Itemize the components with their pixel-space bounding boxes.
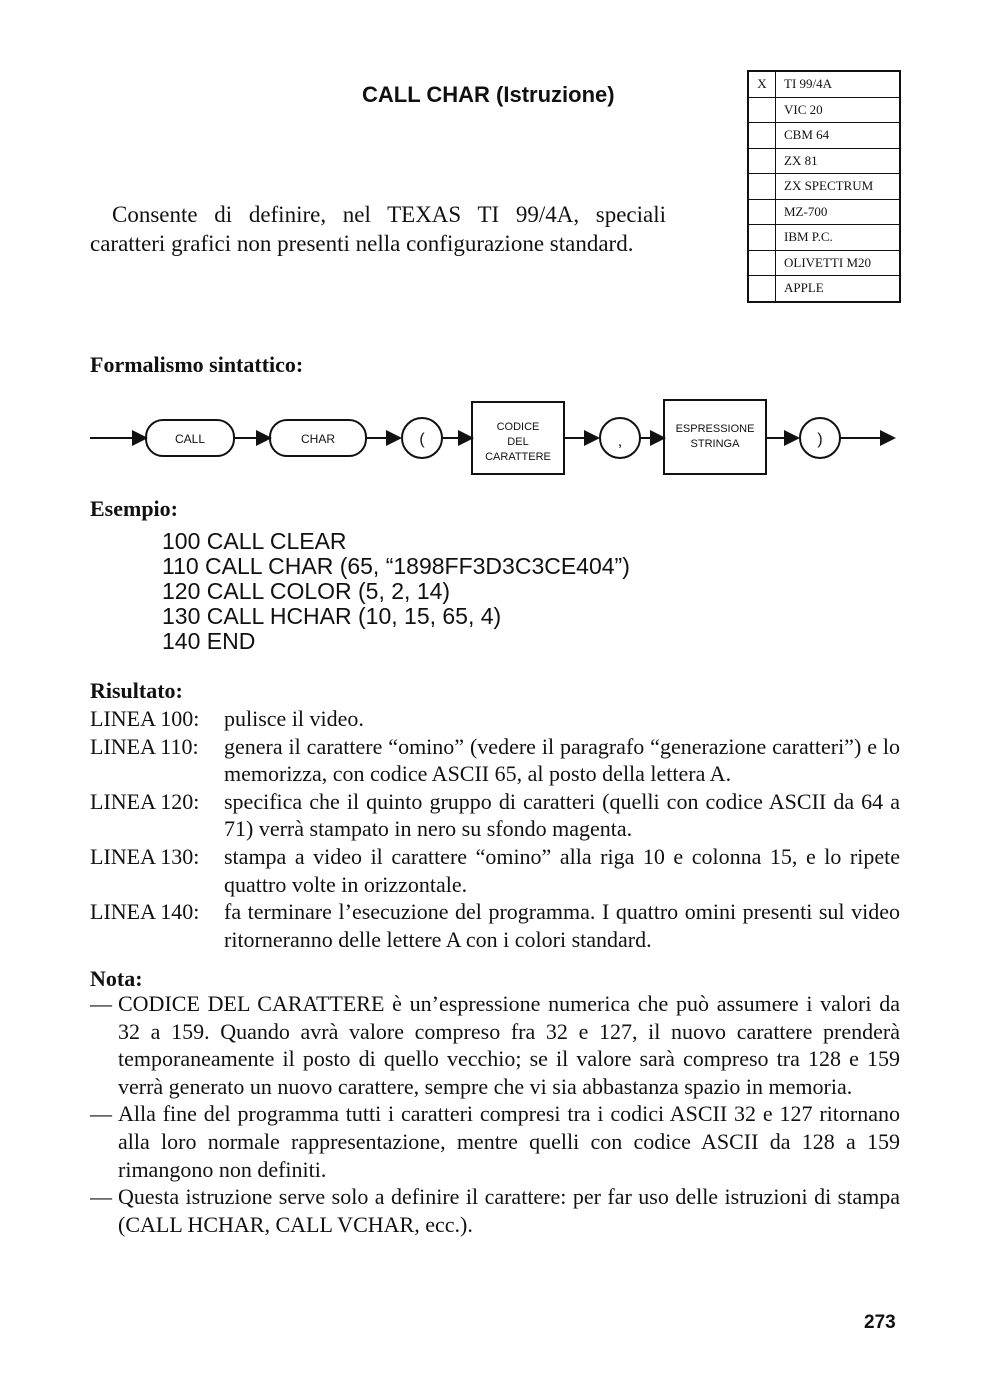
compat-name: CBM 64	[776, 123, 901, 149]
result-label: LINEA 140:	[90, 899, 200, 925]
result-item	[90, 705, 900, 733]
compat-name: OLIVETTI M20	[776, 250, 901, 276]
compat-mark	[748, 97, 776, 123]
result-item	[90, 898, 900, 953]
intro-paragraph	[90, 200, 666, 258]
result-item	[90, 788, 900, 843]
expr-label-line1: ESPRESSIONE	[675, 423, 755, 435]
compat-mark	[748, 225, 776, 251]
code-label-line3: CARATTERE	[485, 451, 551, 463]
result-text: stampa a video il carattere “omino” alla riga 10 e colonna 15, e lo ripete quattro volte in orizzontale.	[224, 843, 900, 897]
compatibility-table	[747, 70, 901, 303]
result-label: LINEA 100:	[90, 706, 200, 731]
code-line: 120 CALL COLOR (5, 2, 14)	[162, 578, 451, 604]
compat-mark	[748, 199, 776, 225]
compat-row	[748, 71, 900, 97]
code-listing	[162, 529, 630, 654]
syntax-diagram	[88, 396, 900, 478]
result-label: LINEA 120:	[90, 788, 200, 814]
result-label: LINEA 110:	[90, 733, 199, 759]
code-label-line2: DEL	[507, 436, 529, 448]
compat-row	[748, 199, 900, 225]
note-item	[90, 1100, 900, 1183]
code-line: 100 CALL CLEAR	[162, 528, 347, 554]
result-item	[90, 733, 900, 788]
result-text: specifica che il quinto gruppo di caratteri (quelli con codice ASCII da 64 a 71) verrà stampato in nero su sfondo magenta.	[224, 788, 900, 842]
compat-mark	[748, 174, 776, 200]
code-line: 140 END	[162, 628, 256, 654]
code-line: 130 CALL HCHAR (10, 15, 65, 4)	[162, 603, 502, 629]
page-number: 273	[864, 1312, 896, 1333]
note-item	[90, 1183, 900, 1238]
compat-mark: X	[748, 71, 776, 97]
compat-name: TI 99/4A	[776, 71, 901, 97]
compat-name: MZ-700	[776, 199, 901, 225]
syntax-heading: Formalismo sintattico:	[90, 352, 304, 377]
result-list	[90, 705, 900, 953]
note-text: Questa istruzione serve solo a definire il carattere: per far uso delle istruzioni di stampa (CALL HCHAR, CALL VCHAR, ecc.).	[118, 1184, 900, 1237]
compat-mark	[748, 123, 776, 149]
compat-row	[748, 123, 900, 149]
close-paren-label: )	[817, 431, 823, 448]
result-label: LINEA 130:	[90, 843, 200, 869]
code-label-line1: CODICE	[496, 421, 540, 433]
result-item	[90, 843, 900, 898]
note-dash: —	[90, 991, 112, 1016]
comma-label: ,	[617, 433, 623, 450]
note-text: Alla fine del programma tutti i caratteri compresi tra i codici ASCII 32 e 127 ritornano alla loro normale rappresentazione, mentre quelli con codice ASCII da 128 a 159 rimangono non definiti.	[118, 1101, 900, 1182]
note-text: CODICE DEL CARATTERE è un’espressione numerica che può assumere i valori da 32 a 159. Quando avrà valore compreso fra 32 e 127, il nuovo carattere prenderà temporaneamente il posto di quello vecchio; se il valore sarà compreso tra 128 e 159 verrà generato un nuovo carattere, sempre che vi sia abbastanza spazio in memoria.	[118, 991, 900, 1099]
example-heading: Esempio:	[90, 496, 178, 521]
note-dash: —	[90, 1101, 112, 1127]
result-text: genera il carattere “omino” (vedere il paragrafo “generazione caratteri”) e lo memorizza, con codice ASCII 65, al posto della lettera A.	[224, 733, 900, 787]
note-heading: Nota:	[90, 966, 143, 991]
result-heading: Risultato:	[90, 678, 183, 703]
intro-text: Consente di definire, nel TEXAS TI 99/4A, speciali caratteri grafici non presenti nella configurazione standard.	[90, 202, 666, 256]
compat-name: VIC 20	[776, 97, 901, 123]
compat-name: APPLE	[776, 276, 901, 302]
compat-row	[748, 97, 900, 123]
open-paren-label: (	[419, 431, 425, 448]
compat-name: ZX SPECTRUM	[776, 174, 901, 200]
compat-mark	[748, 250, 776, 276]
expr-label-line2: STRINGA	[690, 438, 740, 450]
compat-mark	[748, 276, 776, 302]
result-text: fa terminare l’esecuzione del programma. I quattro omini presenti sul video ritorneranno delle lettere A con i colori standard.	[224, 899, 900, 952]
call-keyword-label: CALL	[174, 432, 206, 446]
expr-param-box	[664, 400, 766, 474]
code-line: 110 CALL CHAR (65, “1898FF3D3C3CE404”)	[162, 553, 630, 579]
note-item	[90, 990, 900, 1100]
note-list	[90, 990, 900, 1238]
compat-row	[748, 276, 900, 302]
compat-row	[748, 174, 900, 200]
compat-row	[748, 225, 900, 251]
note-dash: —	[90, 1184, 112, 1210]
compat-mark	[748, 148, 776, 174]
compat-row	[748, 250, 900, 276]
char-keyword-label: CHAR	[300, 432, 336, 446]
compat-name: ZX 81	[776, 148, 901, 174]
page-title: CALL CHAR (Istruzione)	[362, 82, 615, 107]
result-text: pulisce il video.	[224, 706, 364, 731]
compat-row	[748, 148, 900, 174]
compat-name: IBM P.C.	[776, 225, 901, 251]
